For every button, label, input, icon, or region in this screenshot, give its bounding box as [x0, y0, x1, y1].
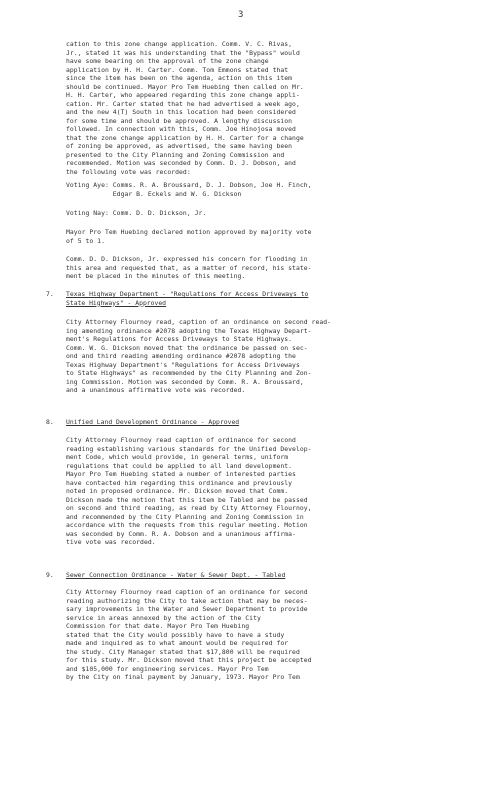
item-heading-8: Unified Land Development Ordinance - Approved [66, 418, 240, 426]
item-number-8: 8. [46, 418, 54, 426]
item-number-7: 7. [46, 290, 54, 298]
paragraph-sewer-ordinance: City Attorney Flournoy read caption of an ordinance for second reading authorizing the City to take action that may be neces- sary improvements in the Water and Sewer Department to provide service in areas annexed by the action of the City Commission for that date. Mayor Pro Tem Huebing stated that the City would possibly have to have a study made and inquired as to what amount would be required for the study. City Manager stated that $17,800 will be required for this study. Mr. Dickson moved that this project be accepted and $105,000 for engineering services. Mayor Pro Tem by the City on final payment by January, 1973. Mayor Pro Tem [66, 588, 312, 681]
paragraph-voting-nay: Voting Nay: Comm. D. D. Dickson, Jr. [66, 209, 207, 217]
item-heading-9: Sewer Connection Ordinance - Water & Sewer Dept. - Tabled [66, 571, 286, 579]
paragraph-voting-aye: Voting Aye: Comms. R. A. Broussard, D. J. Dobson, Joe H. Finch, Edgar B. Eckels and W. G. Dickson [66, 181, 312, 198]
item-number-9: 9. [46, 571, 54, 579]
item-heading-7: Texas Highway Department - "Regulations for Access Driveways to State Highways" - Approved [66, 290, 309, 307]
paragraph-highway-ordinance: City Attorney Flournoy read, caption of an ordinance on second read- ing amending ordinance #2078 adopting the Texas Highway Depart- ment's Regulations for Access Driveways to State Highways. Comm. W. G. Dickson moved that the ordinance be passed on sec- ond and third reading amending ordinance #2078 adopting the Texas Highway Department's "Regulations for Access Driveways to State Highways" as recommended by the City Planning and Zon- ing Commission. Motion was seconded by Comm. R. A. Broussard, and a unanimous affirmative vote was recorded. [66, 318, 332, 394]
paragraph-flooding-concern: Comm. D. D. Dickson, Jr. expressed his concern for flooding in this area and requested that, as a matter of record, his state- ment be placed in the minutes of this meeting. [66, 255, 312, 280]
paragraph-motion-result: Mayor Pro Tem Huebing declared motion approved by majority vote of 5 to 1. [66, 228, 312, 245]
page-number: 3 [238, 10, 244, 20]
paragraph-development-ordinance: City Attorney Flournoy read caption of ordinance for second reading establishing various standards for the Unified Develop- ment Code, which would provide, in general terms, uniform regulations that could be applied to all land development. Mayor Pro Tem Huebing stated a number of interested parties have contacted him regarding this ordinance and previously noted in proposed ordinance. Mr. Dickson moved that Comm. Dickson made the motion that this item be Tabled and be passed on second and third reading, as read by City Attorney Flournoy, and recommended by the City Planning and Zoning Commission in accordance with the requests from this regular meeting. Motion was seconded by Comm. R. A. Dobson and a unanimous affirma- tive vote was recorded. [66, 436, 312, 546]
paragraph-zone-change: cation to this zone change application. Comm. V. C. Rivas, Jr., stated it was his understanding that the "Bypass" would have some bearing on the approval of the zone change application by H. H. Carter. Comm. Tom Emmons stated that since the item has been on the agenda, action on this item should be continued. Mayor Pro Tem Huebing then called on Mr. H. H. Carter, who appeared regarding this zone change appli- cation. Mr. Carter stated that he had advertised a week ago, and the new 4(T) South in this location had been considered for some time and should be approved. A lengthy discussion followed. In connection with this, Comm. Joe Hinojosa moved that the zone change application by H. H. Carter for a change of zoning be approved, as advertised, the same having been presented to the City Planning and Zoning Commission and recommended. Motion was seconded by Comm. D. J. Dobson, and the following vote was recorded: [66, 40, 304, 176]
